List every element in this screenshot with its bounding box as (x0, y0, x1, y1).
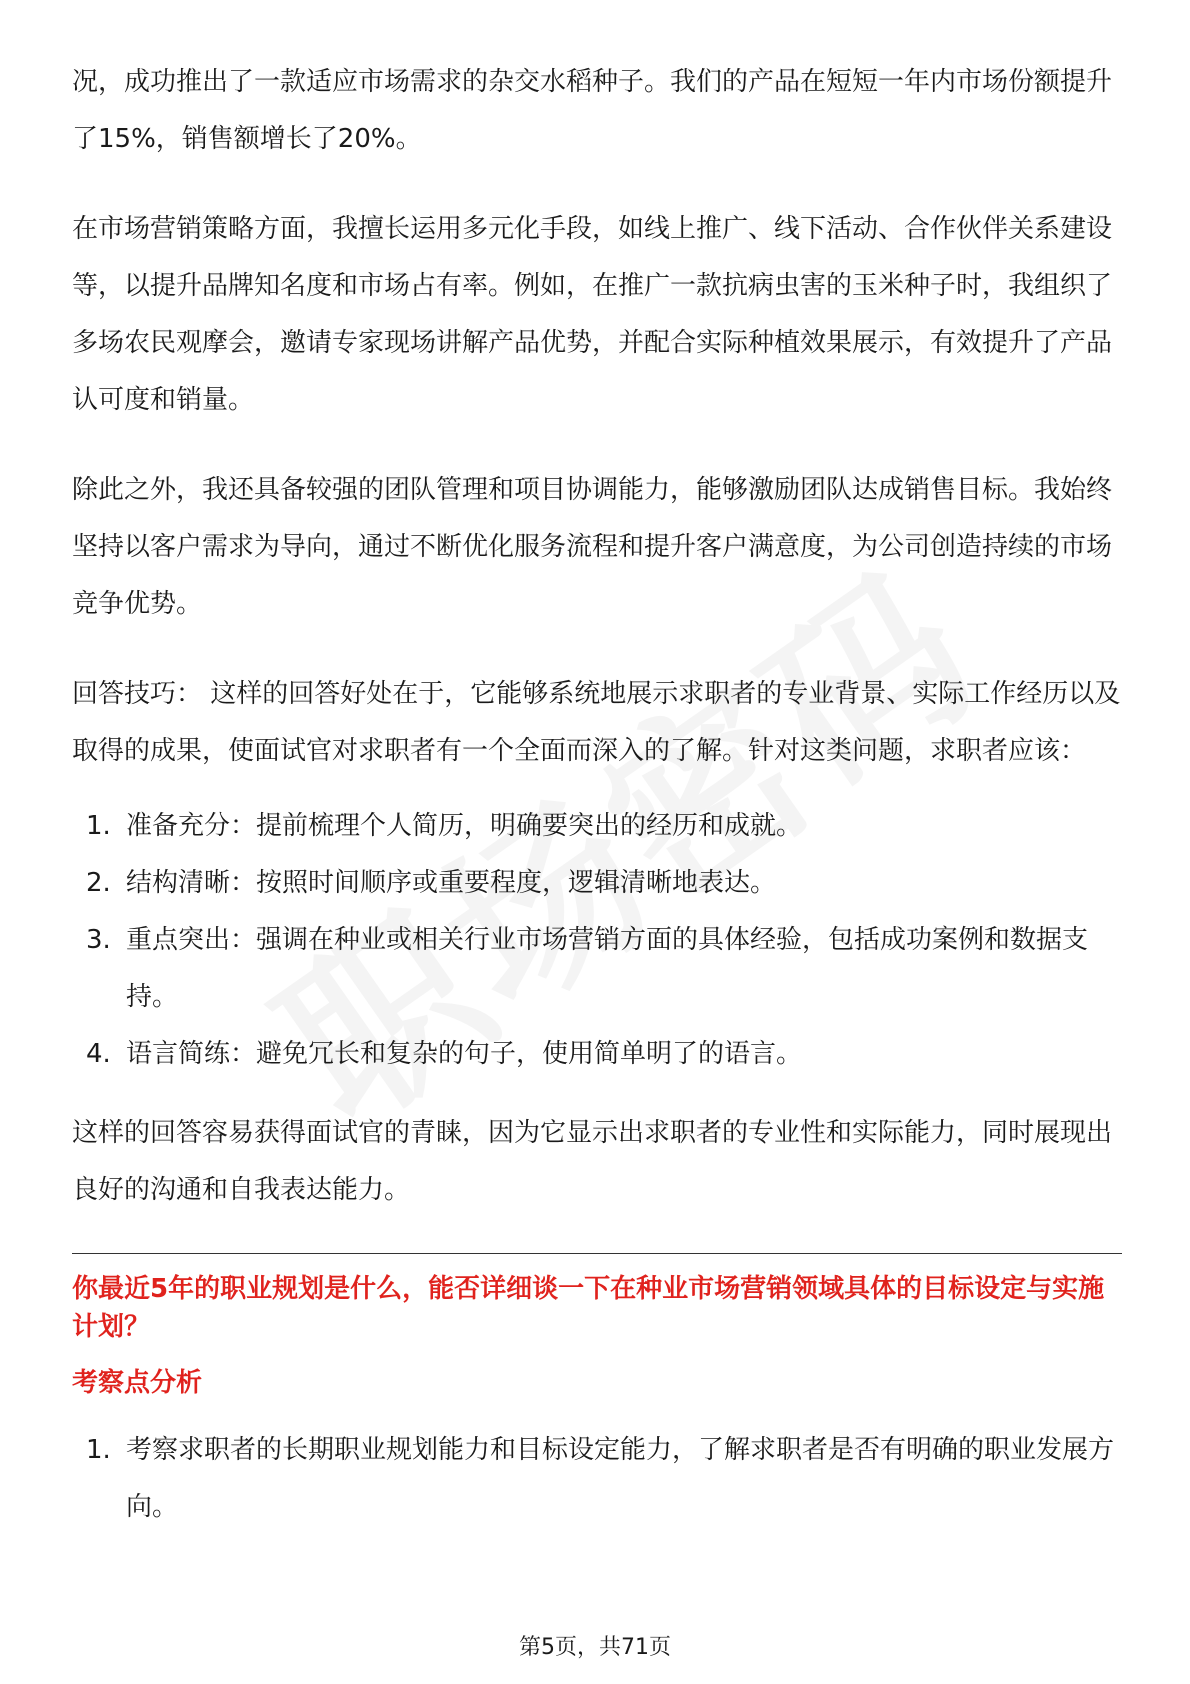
paragraph-closing: 这样的回答容易获得面试官的青睐，因为它显示出求职者的专业性和实际能力，同时展现出良好的沟通和自我表达能力。 (72, 1118, 1113, 1205)
list-item: 3. 重点突出：强调在种业或相关行业市场营销方面的具体经验，包括成功案例和数据支持。 (86, 925, 1089, 1012)
paragraph-answer-tips: 回答技巧： 这样的回答好处在于，它能够系统地展示求职者的专业背景、实际工作经历以及取得的成果，使面试官对求职者有一个全面而深入的了解。针对这类问题，求职者应该： (72, 679, 1121, 766)
question-heading: 你最近5年的职业规划是什么，能否详细谈一下在种业市场营销领域具体的目标设定与实施计划？ (72, 1274, 1105, 1342)
tips-list (72, 798, 1122, 1083)
analysis-title: 考察点分析 (72, 1368, 203, 1398)
list-item: 1. 考察求职者的长期职业规划能力和目标设定能力，了解求职者是否有明确的职业发展方向。 (86, 1435, 1115, 1522)
analysis-list (72, 1422, 1122, 1536)
list-item: 2. 结构清晰：按照时间顺序或重要程度，逻辑清晰地表达。 (86, 868, 777, 898)
page-footer: 第5页，共71页 (519, 1635, 671, 1660)
page-content (72, 54, 1122, 1536)
paragraph-achievement: 况，成功推出了一款适应市场需求的杂交水稻种子。我们的产品在短短一年内市场份额提升了15%，销售额增长了20%。 (72, 67, 1113, 154)
list-item: 4. 语言简练：避免冗长和复杂的句子，使用简单明了的语言。 (86, 1039, 803, 1069)
paragraph-team-management: 除此之外，我还具备较强的团队管理和项目协调能力，能够激励团队达成销售目标。我始终坚持以客户需求为导向，通过不断优化服务流程和提升客户满意度，为公司创造持续的市场竞争优势。 (72, 475, 1113, 619)
list-item: 1. 准备充分：提前梳理个人简历，明确要突出的经历和成就。 (86, 811, 803, 841)
paragraph-marketing-strategy: 在市场营销策略方面，我擅长运用多元化手段，如线上推广、线下活动、合作伙伴关系建设等，以提升品牌知名度和市场占有率。例如，在推广一款抗病虫害的玉米种子时，我组织了多场农民观摩会，邀请专家现场讲解产品优势，并配合实际种植效果展示，有效提升了产品认可度和销量。 (72, 214, 1113, 415)
